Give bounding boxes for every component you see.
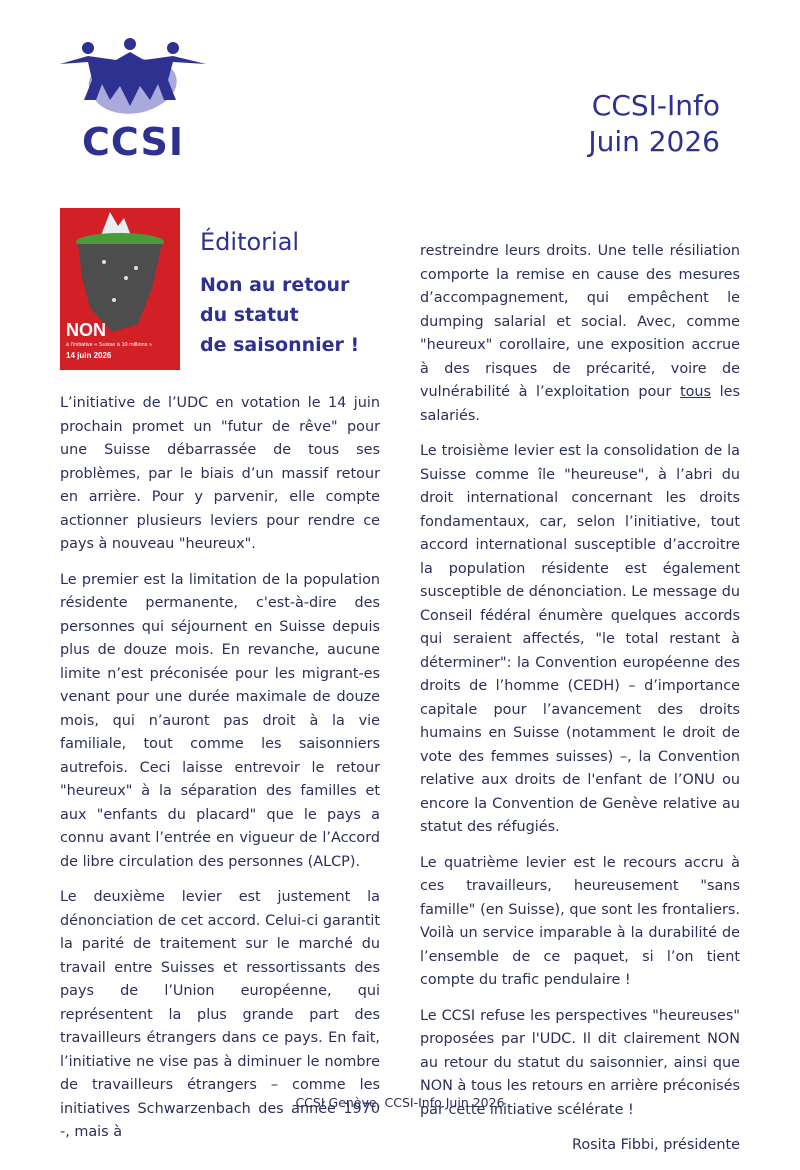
newsletter-date: Juin 2026 xyxy=(588,125,720,158)
article-title-line: du statut xyxy=(200,304,299,326)
logo-figures-icon xyxy=(58,36,208,126)
logo-text: CCSI xyxy=(82,120,184,164)
article-title-line: Non au retour xyxy=(200,274,350,296)
poster-caption: à l'initiative « Suisse à 10 millions » xyxy=(66,342,153,348)
poster-headline: NON xyxy=(66,320,106,340)
newsletter-title: CCSI-Info xyxy=(591,89,720,122)
paragraph xyxy=(420,240,740,428)
poster-date: 14 juin 2026 xyxy=(66,351,112,360)
page-footer: CCSI Genève, CCSI-Info Juin 2026 xyxy=(295,1095,505,1110)
newsletter-header xyxy=(588,88,720,160)
paragraph: Le quatrième levier est le recours accru à ces travailleurs, heureusement "sans famille" (en Suisse), que sont les frontaliers. Voilà un service imparable à la durabilité de l’ensemble de ce paquet, si l’on tient compte du trafic pendulaire ! xyxy=(420,854,740,988)
signature: Rosita Fibbi, présidente xyxy=(571,1137,740,1153)
article-title-block xyxy=(200,228,400,360)
paragraph-text: les salariés. xyxy=(420,384,740,424)
article-title xyxy=(200,270,400,360)
paragraph: Le CCSI refuse les perspectives "heureuses" proposées par l'UDC. Il dit clairement NON au retour du statut du saisonnier, ainsi que NON à tous les retours en arrière préconisés par cette initiative scélérate ! xyxy=(420,1007,740,1118)
paragraph-text: restreindre leurs droits. Une telle résiliation comporte la remise en cause des mesures d’accompagnement, qui empêchent le dumping salarial et social. Avec, comme "heureux" corollaire, une exposition accrue à des risques de précarité, voire de vulnérabilité à l’exploitation pour xyxy=(420,243,740,400)
paragraph: L’initiative de l’UDC en votation le 14 juin prochain promet un "futur de rêve" pour une Suisse débarrassée de tous ses problèmes, par le biais d’un massif retour en arrière. Pour y parvenir, elle compte actionner plusieurs leviers pour rendre ce pays à nouveau "heureux". xyxy=(60,395,380,552)
article-column-left xyxy=(60,392,380,1157)
paragraph: Le troisième levier est la consolidation de la Suisse comme île "heureuse", à l’abri du droit international concernant les droits fondamentaux, car, selon l’initiative, tout accord international susceptible d’accroitre la population résidente est également susceptible de dénonciation. Le message du Conseil fédéral énumère quelques accords qui seraient affectés, "le total restant à déterminer": la Convention européenne des droits de l’homme (CEDH) – d’importance capitale pour l’avancement des droits humains en Suisse (notamment le droit de vote des femmes suisses) –, la Convention relative aux droits de l'enfant de l’ONU ou encore la Convention de Genève relative au statut des réfugiés. xyxy=(420,443,740,835)
article-title-line: de saisonnier ! xyxy=(200,334,360,356)
article-column-right xyxy=(420,240,740,1170)
paragraph: Le deuxième levier est justement la dénonciation de cet accord. Celui-ci garantit la parité de traitement sur le marché du travail entre Suisses et ressortissants des pays de l’Union européenne, qui représentent la plus grande part des travailleurs étrangers dans ce pays. En fait, l’initiative ne vise pas à diminuer le nombre de travailleurs étrangers – comme les initiatives Schwarzenbach des année 1970 -, mais à xyxy=(60,889,380,1140)
section-title: Éditorial xyxy=(200,228,300,256)
campaign-poster-image xyxy=(60,208,180,380)
paragraph: Le premier est la limitation de la population résidente permanente, c'est-à-dire des personnes qui séjournent en Suisse depuis plus de douze mois. En revanche, aucune limite n’est préconisée pour les migrant-es venant pour une durée maximale de douze mois, qui n’auront pas droit à la vie familiale, tout comme les saisonniers autrefois. Ceci laisse entrevoir le retour "heureux" à la séparation des familles et aux "enfants du placard" que le pays a connu avant l’entrée en vigueur de l’Accord de libre circulation des personnes (ALCP). xyxy=(60,571,380,870)
emphasis-text: tous xyxy=(679,384,712,400)
